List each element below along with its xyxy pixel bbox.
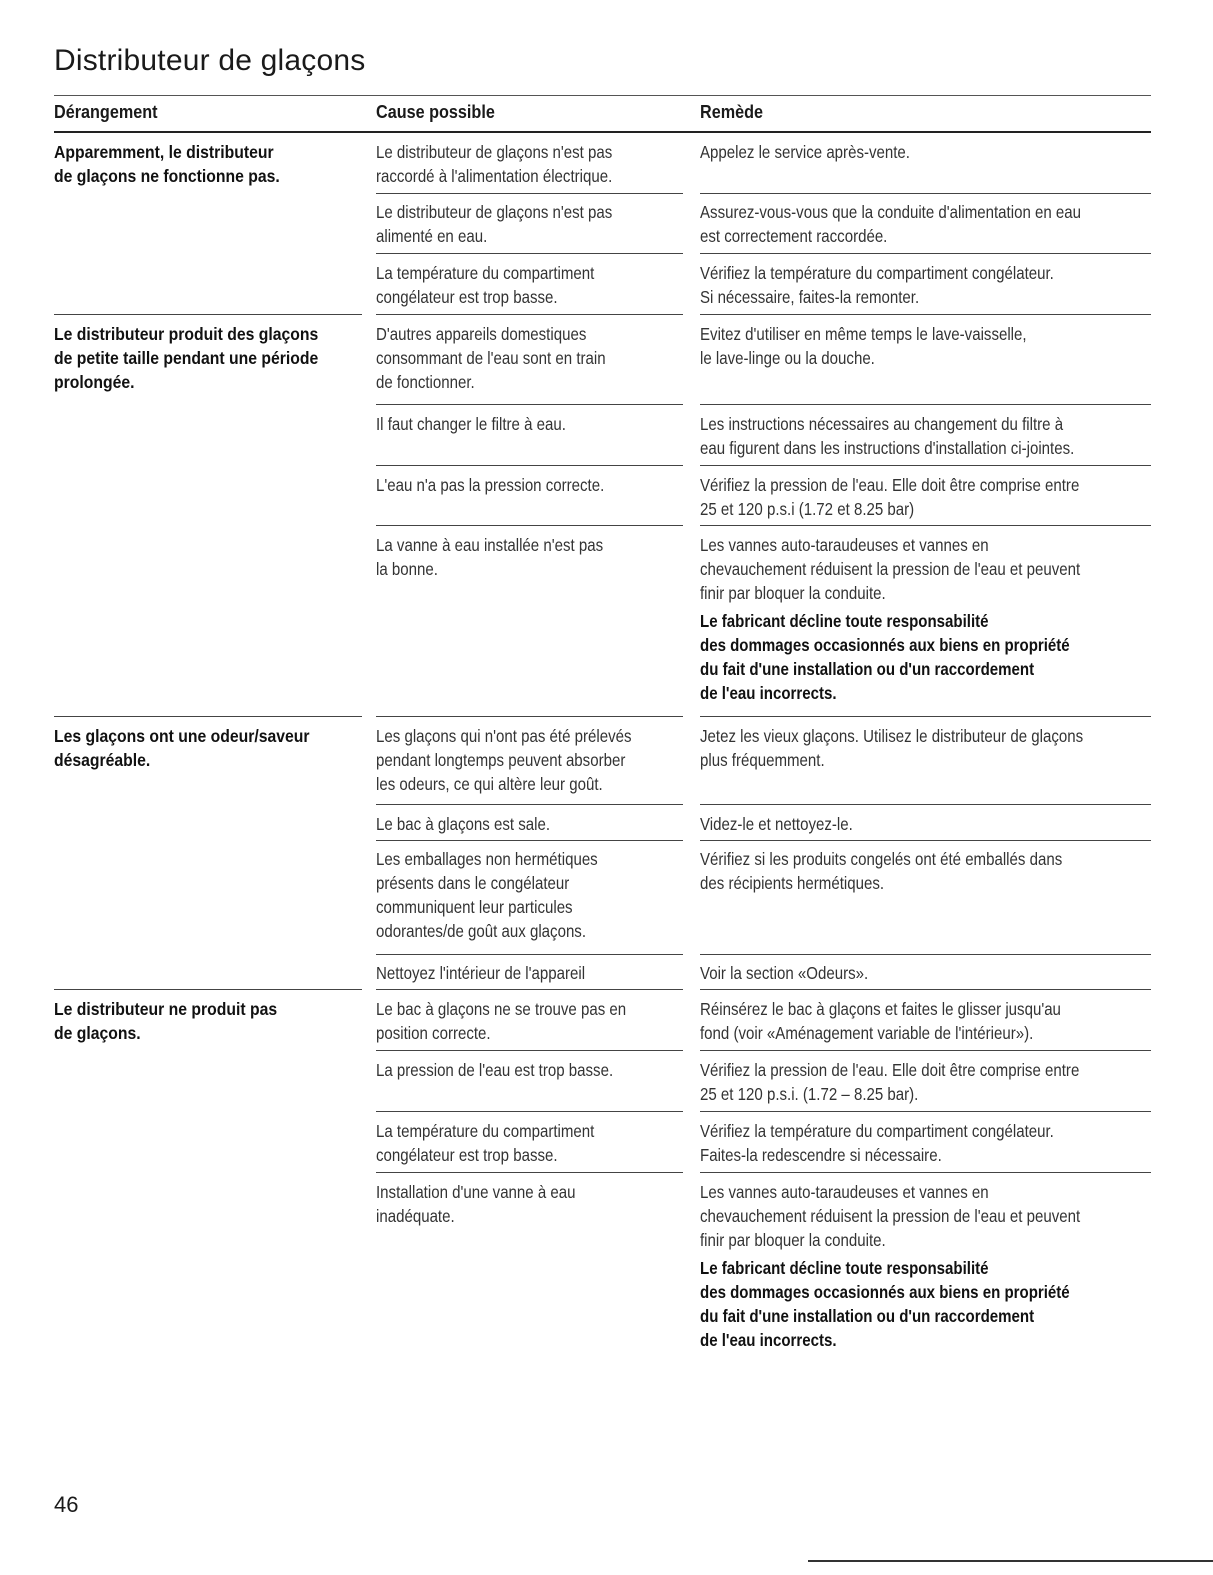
row-divider [700,314,1151,315]
footer-rule [808,1560,1213,1562]
row-divider [376,1172,683,1173]
row-divider [376,716,683,717]
row-divider [700,1111,1151,1112]
remedy-2: Assurez-vous-vous que la conduite d'alimentation en eau est correctement raccordée. [700,202,1082,246]
row-divider [700,253,1151,254]
row-divider [700,989,1151,990]
row-divider [376,1111,683,1112]
page-number: 46 [54,1492,79,1517]
remedy-3: Vérifiez la température du compartiment congélateur. Si nécessaire, faites-la remonter. [700,263,1054,307]
remedy-1: Appelez le service après-vente. [700,142,910,162]
remedy-11: Voir la section «Odeurs». [700,963,869,983]
row-divider [700,193,1151,194]
issue-3: Les glaçons ont une odeur/saveur désagréable. [54,726,310,770]
header-issue: Dérangement [54,102,158,122]
row-divider [376,525,683,526]
row-divider [376,314,683,315]
row-divider [700,1172,1151,1173]
cause-3: La température du compartiment congélateur est trop basse. [376,263,595,307]
remedy-9: Videz-le et nettoyez-le. [700,814,853,834]
row-divider [700,716,1151,717]
row-divider [376,840,683,841]
row-divider [700,954,1151,955]
page-title: Distributeur de glaçons [54,44,366,77]
row-divider [700,404,1151,405]
cause-14: La température du compartiment congélateur est trop basse. [376,1121,595,1165]
issue-2: Le distributeur produit des glaçons de petite taille pendant une période prolongée. [54,324,319,392]
cause-13: La pression de l'eau est trop basse. [376,1060,614,1080]
remedy-7: Les vannes auto-taraudeuses et vannes en chevauchement réduisent la pression de l'eau et peuvent finir par bloquer la conduite. [700,535,1081,603]
remedy-10: Vérifiez si les produits congelés ont été emballés dans des récipients hermétiques. [700,849,1063,893]
row-divider [54,989,362,990]
cause-2: Le distributeur de glaçons n'est pas alimenté en eau. [376,202,613,246]
cause-5: Il faut changer le filtre à eau. [376,414,566,434]
header-cause: Cause possible [376,102,495,122]
issue-4: Le distributeur ne produit pas de glaçons. [54,999,278,1043]
cause-15: Installation d'une vanne à eau inadéquate. [376,1182,576,1226]
row-divider [376,253,683,254]
row-divider [376,1050,683,1051]
remedy-15: Les vannes auto-taraudeuses et vannes en chevauchement réduisent la pression de l'eau et peuvent finir par bloquer la conduite. [700,1182,1081,1250]
row-divider [700,840,1151,841]
cause-10: Les emballages non hermétiques présents dans le congélateur communiquent leur particules odorantes/de goût aux glaçons. [376,849,598,941]
cause-11: Nettoyez l'intérieur de l'appareil [376,963,586,983]
remedy-8: Jetez les vieux glaçons. Utilisez le distributeur de glaçons plus fréquemment. [700,726,1084,770]
row-divider [376,804,683,805]
remedy-4: Evitez d'utiliser en même temps le lave-vaisselle, le lave-linge ou la douche. [700,324,1027,368]
header-remedy: Remède [700,102,764,122]
cause-1: Le distributeur de glaçons n'est pas raccordé à l'alimentation électrique. [376,142,613,186]
remedy-5: Les instructions nécessaires au changement du filtre à eau figurent dans les instructions d'installation ci-jointes. [700,414,1075,458]
row-divider [700,804,1151,805]
row-divider [700,1050,1151,1051]
row-divider [54,716,362,717]
row-divider [376,989,683,990]
liability-warning: Le fabricant décline toute responsabilité des dommages occasionnés aux biens en propriété du fait d'une installation ou d'un raccordement de l'eau incorrects. [700,611,1070,703]
remedy-6: Vérifiez la pression de l'eau. Elle doit être comprise entre 25 et 120 p.s.i (1.72 et 8.25 bar) [700,475,1080,519]
row-divider [376,193,683,194]
cause-4: D'autres appareils domestiques consommant de l'eau sont en train de fonctionner. [376,324,606,392]
remedy-12: Réinsérez le bac à glaçons et faites le glisser jusqu'au fond (voir «Aménagement variable de l'intérieur»). [700,999,1061,1043]
row-divider [700,525,1151,526]
remedy-13: Vérifiez la pression de l'eau. Elle doit être comprise entre 25 et 120 p.s.i. (1.72 – 8.25 bar). [700,1060,1080,1104]
row-divider [376,404,683,405]
cause-7: La vanne à eau installée n'est pas la bonne. [376,535,604,579]
header-rule [54,131,1151,133]
remedy-14: Vérifiez la température du compartiment congélateur. Faites-la redescendre si nécessaire. [700,1121,1054,1165]
issue-1: Apparemment, le distributeur de glaçons ne fonctionne pas. [54,142,280,186]
title-rule [54,95,1151,96]
row-divider [376,465,683,466]
cause-12: Le bac à glaçons ne se trouve pas en position correcte. [376,999,627,1043]
row-divider [376,954,683,955]
liability-warning: Le fabricant décline toute responsabilité des dommages occasionnés aux biens en propriété du fait d'une installation ou d'un raccordement de l'eau incorrects. [700,1258,1070,1350]
row-divider [700,465,1151,466]
cause-6: L'eau n'a pas la pression correcte. [376,475,605,495]
row-divider [54,314,362,315]
cause-8: Les glaçons qui n'ont pas été prélevés pendant longtemps peuvent absorber les odeurs, ce qui altère leur goût. [376,726,632,794]
cause-9: Le bac à glaçons est sale. [376,814,551,834]
